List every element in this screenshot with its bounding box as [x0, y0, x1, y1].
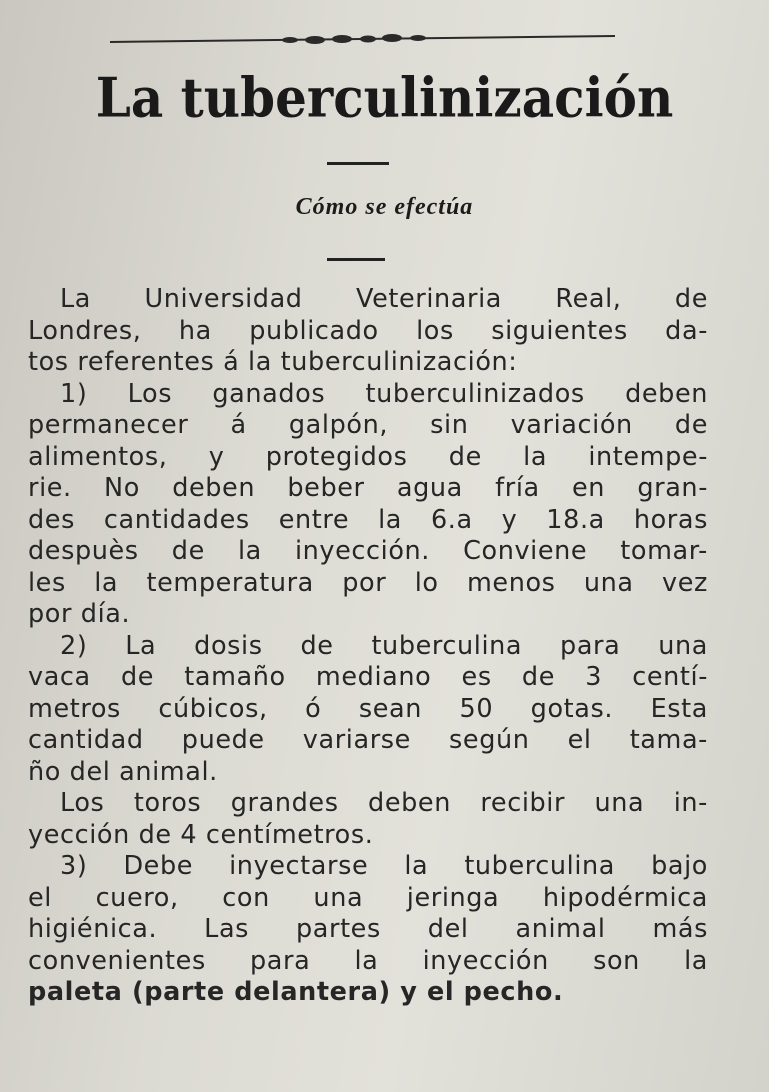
body-line: higiénica. Las partes del animal más — [28, 914, 708, 944]
body-line: cantidad puede variarse según el tama- — [28, 725, 708, 755]
body-line: Los toros grandes deben recibir una in- — [60, 788, 708, 818]
body-line: despuès de la inyección. Conviene tomar- — [28, 536, 708, 566]
body-line: vaca de tamaño mediano es de 3 centí- — [28, 662, 708, 692]
body-line: 3) Debe inyectarse la tuberculina bajo — [60, 851, 708, 881]
body-line: les la temperatura por lo menos una vez — [28, 567, 708, 598]
body-line: por día. — [28, 599, 131, 629]
body-line: el cuero, con una jeringa hipodérmica — [28, 882, 708, 913]
article-body — [28, 284, 708, 1009]
headline: La tuberculinización — [95, 65, 674, 130]
body-line: convenientes para la inyección son la — [28, 945, 708, 976]
body-line: 1) Los ganados tuberculinizados deben — [60, 378, 708, 409]
body-line: La Universidad Veterinaria Real, de — [60, 284, 708, 314]
body-line: 2) La dosis de tuberculina para una — [60, 630, 708, 661]
body-line: rie. No deben beber agua fría en gran- — [28, 473, 708, 503]
subheadline: Cómo se efectúa — [295, 194, 474, 220]
separator-dash — [327, 258, 385, 261]
body-line: yección de 4 centímetros. — [28, 819, 374, 850]
body-line: Londres, ha publicado los siguientes da- — [28, 315, 708, 346]
body-line: permanecer á galpón, sin variación de — [28, 410, 708, 440]
body-line: paleta (parte delantera) y el pecho. — [28, 977, 564, 1007]
ornamental-rule — [110, 30, 615, 50]
body-line: des cantidades entre la 6.a y 18.a horas — [28, 504, 708, 535]
separator-dash — [327, 162, 389, 165]
body-line: tos referentes á la tuberculinización: — [28, 347, 518, 377]
body-line: metros cúbicos, ó sean 50 gotas. Esta — [28, 693, 708, 724]
body-line: ño del animal. — [28, 756, 218, 787]
body-line: alimentos, y protegidos de la intempe- — [28, 441, 708, 472]
